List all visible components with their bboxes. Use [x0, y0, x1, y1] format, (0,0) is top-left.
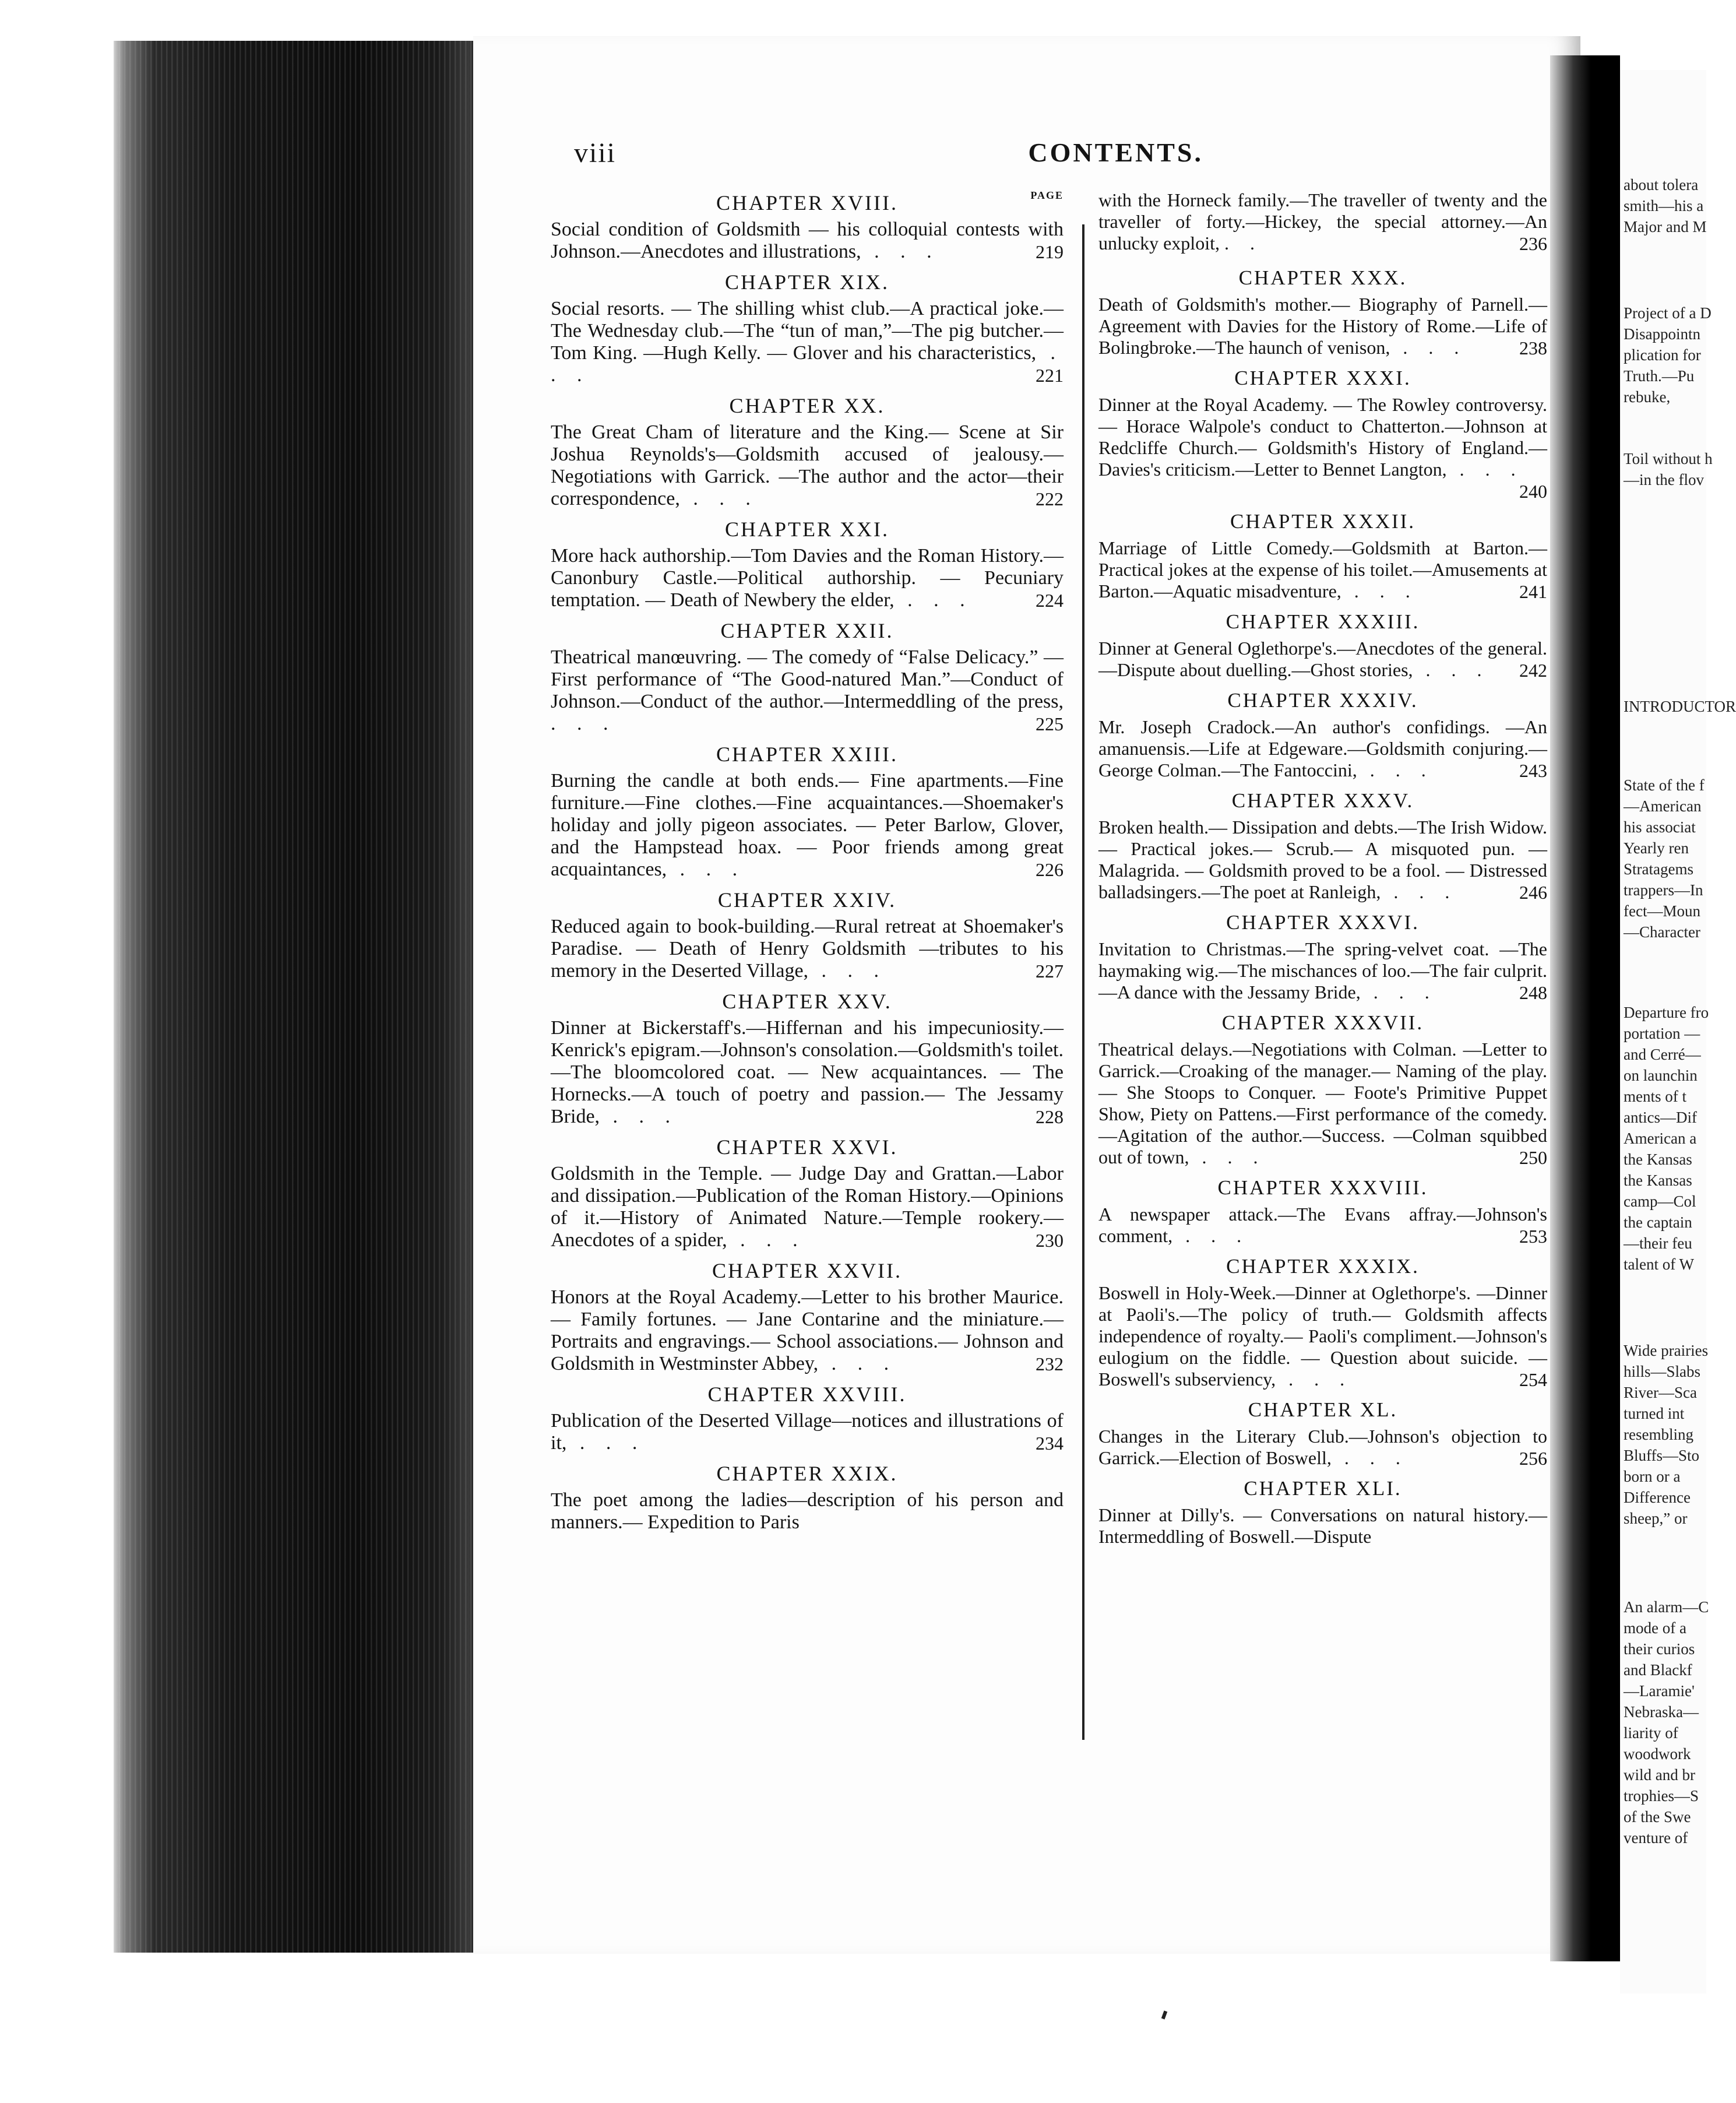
page-column-label: PAGE [1030, 189, 1064, 201]
chapter-summary [1098, 1426, 1547, 1469]
chapter-summary [551, 1489, 1064, 1534]
toc-entry-text: Death of Goldsmith's mother.— Biography of Parnell.—Agreement with Davies for the History of Rome.—Life of Bolingbroke.—The haunch of venison, [1098, 294, 1547, 358]
chapter-summary [1098, 1204, 1547, 1247]
toc-page-number: 227 [1036, 961, 1064, 982]
next-page-line: Yearly ren [1624, 839, 1689, 857]
toc-entry-text: Boswell in Holy-Week.—Dinner at Oglethorpe's. —Dinner at Paoli's.—The policy of truth.— Goldsmith affects independence of royalty.— Paoli's compliment.—Johnson's eulogium on the fiddle. — Question about suicide. — Boswell's subserviency, [1098, 1282, 1547, 1390]
toc-entry [551, 887, 1064, 982]
next-page-line: plication for [1624, 346, 1701, 364]
toc-entry-text: Burning the candle at both ends.— Fine apartments.—Fine furniture.—Fine clothes.—Fine acquaintances.—Shoemaker's holiday and jolly pigeon associates. — Peter Barlow, Glover, and the Hampstead hoax. — Poor friends among great acquaintances, [551, 770, 1064, 880]
toc-entry [551, 988, 1064, 1128]
chapter-summary [1098, 716, 1547, 782]
dot-leader: . . . [1331, 1447, 1408, 1468]
next-page-line: wild and br [1624, 1766, 1695, 1784]
toc-page-number: 254 [1519, 1369, 1547, 1390]
toc-entry [1098, 1397, 1547, 1469]
next-page-line: his associat [1624, 818, 1696, 836]
toc-entry [1098, 687, 1547, 782]
toc-entry-text: Social condition of Goldsmith — his colloquial contests with Johnson.—Anecdotes and illustrations, [551, 219, 1064, 262]
chapter-heading: CHAPTER XVIII. [716, 191, 898, 214]
toc-page-number: 241 [1519, 581, 1547, 602]
dot-leader: . . . [600, 1106, 679, 1127]
toc-page-number: 248 [1519, 982, 1547, 1003]
toc-entry-text: Goldsmith in the Temple. — Judge Day and Grattan.—Labor and dissipation.—Publication of the Roman History.—Opinions of it.—History of Animated Nature.—Temple rookery.— Anecdotes of a spider, [551, 1163, 1064, 1251]
toc-entry [551, 516, 1064, 611]
next-page-line: trophies—S [1624, 1787, 1699, 1805]
chapter-summary [551, 770, 1064, 881]
toc-entry [551, 741, 1064, 881]
toc-entry [1098, 265, 1547, 359]
toc-page-number: 253 [1519, 1226, 1547, 1247]
toc-entry-text: Theatrical delays.—Negotiations with Colman. —Letter to Garrick.—Croaking of the manager.— Naming of the play.— She Stoops to Conquer. — Foote's Primitive Puppet Show, Piety on Pattens.—First performance of the comedy.—Agitation of the author.—Success. —Colman squibbed out of town, [1098, 1039, 1547, 1167]
chapter-summary [1098, 1039, 1547, 1169]
toc-entry-text: with the Horneck family.—The traveller of twenty and the traveller of forty.—Hickey, the special attorney.—An unlucky exploit, [1098, 189, 1547, 254]
chapter-heading: CHAPTER XXXVII. [1221, 1011, 1424, 1034]
toc-page-number: 236 [1519, 233, 1547, 254]
chapter-heading: CHAPTER XX. [729, 394, 885, 417]
chapter-summary [551, 916, 1064, 982]
toc-page-number: 234 [1036, 1433, 1064, 1454]
chapter-heading: CHAPTER XXXIV. [1227, 689, 1418, 712]
toc-entry [551, 269, 1064, 386]
chapter-summary [551, 1163, 1064, 1251]
toc-entry-text: Broken health.— Dissipation and debts.—The Irish Widow.— Practical jokes.— Scrub.— A misquoted pun. — Malagrida. — Goldsmith proved to be a fool. — Distressed balladsingers.—The poet at Ranleigh, [1098, 817, 1547, 902]
toc-page-number: 240 [1519, 481, 1547, 502]
next-page-line: talent of W [1624, 1256, 1694, 1273]
chapter-heading: CHAPTER XIX. [724, 270, 889, 294]
chapter-heading: CHAPTER XXXI. [1234, 367, 1411, 389]
left-column [551, 189, 1064, 1539]
chapter-heading: CHAPTER XXV. [722, 990, 892, 1013]
chapter-heading: CHAPTER XLI. [1244, 1477, 1402, 1500]
toc-page-number: 224 [1036, 590, 1064, 611]
page-number: viii [574, 138, 617, 168]
next-page-line: turned int [1624, 1405, 1685, 1422]
right-column [1098, 189, 1547, 1553]
chapter-summary [551, 545, 1064, 611]
next-page-line: Bluffs—Sto [1624, 1447, 1700, 1464]
chapter-heading: CHAPTER XXXII. [1230, 510, 1416, 533]
dot-leader: . . . [894, 589, 973, 611]
toc-page-number: 238 [1519, 337, 1547, 358]
next-page-line: about tolera [1624, 176, 1699, 194]
chapter-heading: CHAPTER XXIX. [716, 1462, 898, 1485]
dot-leader: . . . [861, 241, 940, 262]
next-page-line: woodwork [1624, 1745, 1691, 1763]
dot-leader: . . . [808, 960, 888, 982]
chapter-heading: CHAPTER XL. [1248, 1398, 1398, 1421]
toc-page-number: 232 [1036, 1353, 1064, 1374]
toc-entry-text: Dinner at Dilly's. — Conversations on natural history.—Intermeddling of Boswell.—Dispute [1098, 1504, 1547, 1547]
toc-page-number: 226 [1036, 859, 1064, 880]
chapter-heading: CHAPTER XXXIII. [1226, 610, 1420, 633]
next-page-line: born or a [1624, 1468, 1681, 1485]
chapter-summary [551, 219, 1064, 263]
chapter-summary [1098, 1282, 1547, 1391]
toc-entry [1098, 609, 1547, 681]
dot-leader: . . . [1360, 982, 1438, 1003]
next-page-line: Major and M [1624, 218, 1707, 235]
next-page-line: portation — [1624, 1025, 1700, 1042]
toc-entry-text: A newspaper attack.—The Evans affray.—Johnson's comment, [1098, 1204, 1547, 1246]
toc-page-number: 222 [1036, 488, 1064, 509]
next-page-line: —Character [1624, 923, 1700, 941]
chapter-heading: CHAPTER XXXVI. [1226, 911, 1420, 934]
next-page-line: River—Sca [1624, 1384, 1697, 1401]
next-page-line: American a [1624, 1130, 1697, 1147]
chapter-heading: CHAPTER XXII. [720, 619, 894, 642]
toc-entry [551, 392, 1064, 510]
next-page-line: Project of a D [1624, 304, 1712, 322]
next-page-line: —Laramie' [1624, 1682, 1695, 1700]
toc-entry-text: Dinner at the Royal Academy. — The Rowley controversy. — Horace Walpole's conduct to Chatterton.—Johnson at Redcliffe Church.— Goldsmith's History of England.—Davies's criticism.—Letter to Bennet Langton, [1098, 394, 1547, 480]
toc-page-number: 219 [1036, 241, 1064, 262]
dot-leader: . . . [1276, 1369, 1353, 1390]
dot-leader: . . . [679, 488, 759, 509]
next-page-line: Departure fro [1624, 1004, 1709, 1021]
next-page-line: Toil without h [1624, 450, 1713, 467]
toc-page-number: 242 [1519, 660, 1547, 681]
toc-entry [551, 617, 1064, 735]
chapter-summary [1098, 817, 1547, 903]
page-header [574, 137, 1203, 184]
chapter-summary [1098, 537, 1547, 603]
next-page-line: —American [1624, 797, 1702, 815]
chapter-summary [551, 1410, 1064, 1454]
next-page-line: camp—Col [1624, 1193, 1696, 1210]
toc-entry-text: Honors at the Royal Academy.—Letter to his brother Maurice. — Family fortunes. — Jane Contarine and the miniature.—Portraits and engravings.— School associations.— Johnson and Goldsmith in Westminster Abbey, [551, 1286, 1064, 1374]
dot-leader: . . . [818, 1353, 897, 1374]
next-page-line: resembling [1624, 1426, 1693, 1443]
next-page-line: Disappointn [1624, 325, 1700, 343]
toc-entry-text: Theatrical manœuvring. — The comedy of “False Delicacy.” — First performance of “The Good-natured Man.”—Conduct of Johnson.—Conduct of the author.—Intermeddling of the press, [551, 646, 1064, 712]
next-page-line: Truth.—Pu [1624, 367, 1695, 385]
next-page-line: the Kansas [1624, 1172, 1692, 1189]
toc-entry-text: Mr. Joseph Cradock.—An author's confidings. —An amanuensis.—Life at Edgeware.—Goldsmith conjuring.—George Colman.—The Fantoccini, [1098, 716, 1547, 780]
dot-leader: . . . [1172, 1225, 1250, 1246]
next-page-line: Wide prairies [1624, 1342, 1709, 1359]
toc-entry-text: Publication of the Deserted Village—notices and illustrations of it, [551, 1410, 1064, 1454]
dot-leader: . . . [667, 859, 746, 880]
next-page-line: INTRODUCTOR [1624, 698, 1736, 715]
chapter-summary [1098, 1504, 1547, 1548]
chapter-summary [1098, 294, 1547, 359]
next-page-line: Stratagems [1624, 860, 1693, 878]
chapter-heading: CHAPTER XXX. [1238, 266, 1407, 289]
next-page-line: rebuke, [1624, 388, 1671, 406]
toc-page-number: 256 [1519, 1448, 1547, 1469]
next-page-line: liarity of [1624, 1724, 1678, 1742]
toc-entry [551, 1381, 1064, 1454]
chapter-heading: CHAPTER XXXV. [1231, 789, 1414, 812]
chapter-heading: CHAPTER XXI. [724, 518, 889, 541]
next-page-line: and Cerré— [1624, 1046, 1701, 1063]
toc-entry-text: More hack authorship.—Tom Davies and the Roman History.—Canonbury Castle.—Political authorship. — Pecuniary temptation. — Death of Newbery the elder, [551, 545, 1064, 611]
next-page-fragment [1620, 70, 1736, 1993]
toc-entry [1098, 1475, 1547, 1548]
chapter-heading: CHAPTER XXVI. [716, 1135, 898, 1159]
toc-entry-text: Invitation to Christmas.—The spring-velvet coat. —The haymaking wig.—The mischances of loo.—The fair culprit.—A dance with the Jessamy Bride, [1098, 938, 1547, 1003]
toc-entry-text: Social resorts. — The shilling whist club.—A practical joke.—The Wednesday club.—The “tun of man,”—The pig butcher.—Tom King. —Hugh Kelly. — Glover and his characteristics, [551, 298, 1064, 364]
toc-entry [551, 1460, 1064, 1534]
toc-entry-text: Reduced again to book-building.—Rural retreat at Shoemaker's Paradise. — Death of Henry Goldsmith —tributes to his memory in the Deserted Village, [551, 916, 1064, 982]
toc-entry [1098, 909, 1547, 1004]
dot-leader: . . . [551, 713, 617, 734]
chapter-summary [1098, 394, 1547, 502]
toc-page-number: 230 [1036, 1230, 1064, 1251]
next-page-line: An alarm—C [1624, 1598, 1709, 1616]
next-page-line: trappers—In [1624, 881, 1703, 899]
dot-leader: . . . [1357, 759, 1434, 780]
dot-leader: . . . [566, 1432, 646, 1454]
dot-leader: . . . [1413, 659, 1490, 680]
next-page-line: antics—Dif [1624, 1109, 1697, 1126]
next-page-line: the Kansas [1624, 1151, 1692, 1168]
toc-entry-text: The Great Cham of literature and the King.— Scene at Sir Joshua Reynolds's—Goldsmith accused of jealousy.—Negotiations with Garrick. —The author and the actor—their correspondence, [551, 421, 1064, 509]
next-page-line: their curios [1624, 1640, 1695, 1658]
speck [1161, 2010, 1167, 2019]
chapter-summary [551, 421, 1064, 510]
toc-entry [551, 1257, 1064, 1375]
toc-entry [1098, 508, 1547, 603]
chapter-summary [1098, 638, 1547, 681]
dot-leader: . . . [1381, 881, 1458, 902]
toc-entry [1098, 1174, 1547, 1247]
dot-leader: . . . [551, 342, 1064, 386]
chapter-summary [551, 1017, 1064, 1128]
toc-page-number: 250 [1519, 1147, 1547, 1168]
chapter-summary [1098, 938, 1547, 1004]
next-page-line: smith—his a [1624, 197, 1704, 214]
toc-entry [1098, 1010, 1547, 1169]
toc-entry-text: Dinner at Bickerstaff's.—Hiffernan and his impecuniosity.—Kenrick's epigram.—Johnson's consolation.—Goldsmith's toilet.—The bloomcolored coat. — New acquaintances. — The Hornecks.—A touch of poetry and passion.— The Jessamy Bride, [551, 1017, 1064, 1127]
dot-leader: . . . [1341, 581, 1418, 602]
chapter-heading: CHAPTER XXVIII. [707, 1383, 907, 1406]
next-page-line: ments of t [1624, 1088, 1686, 1105]
chapter-heading: CHAPTER XXVII. [712, 1259, 902, 1282]
chapter-summary [551, 298, 1064, 386]
toc-entry-text: Changes in the Literary Club.—Johnson's objection to Garrick.—Election of Boswell, [1098, 1426, 1547, 1468]
toc-entry [551, 189, 1064, 263]
chapter-heading: CHAPTER XXIV. [717, 888, 897, 912]
toc-entry [1098, 787, 1547, 903]
toc-page-number: 221 [1036, 365, 1064, 386]
toc-continuation: with the Horneck family.—The traveller of twenty and the traveller of forty.—Hickey, the special attorney.—An unlucky exploit, . . 236 [1098, 189, 1547, 254]
next-page-line: Nebraska— [1624, 1703, 1699, 1721]
toc-page-number: 246 [1519, 882, 1547, 903]
dot-leader: . . . [727, 1229, 806, 1251]
toc-entry [551, 1134, 1064, 1251]
dot-leader: . . . [1390, 337, 1467, 358]
book-edge [114, 41, 478, 1953]
toc-entry [1098, 365, 1547, 502]
toc-entry-text: The poet among the ladies—description of his person and manners.— Expedition to Paris [551, 1489, 1064, 1533]
chapter-heading: CHAPTER XXIII. [716, 743, 898, 766]
page-title: CONTENTS. [1028, 138, 1203, 167]
next-page-line: —in the flov [1624, 471, 1704, 488]
next-page-line: fect—Moun [1624, 902, 1700, 920]
toc-page-number: 243 [1519, 760, 1547, 781]
toc-entry-text: Dinner at General Oglethorpe's.—Anecdotes of the general.—Dispute about duelling.—Ghost stories, [1098, 638, 1547, 680]
dot-leader: . . . [1446, 459, 1524, 480]
chapter-summary [551, 646, 1064, 735]
toc-entry-text: Marriage of Little Comedy.—Goldsmith at Barton.—Practical jokes at the expense of his toilet.—Amusements at Barton.—Aquatic misadventure, [1098, 537, 1547, 602]
next-page-line: and Blackf [1624, 1661, 1692, 1679]
next-page-line: the captain [1624, 1214, 1692, 1231]
next-page-line: State of the f [1624, 776, 1705, 794]
book-gutter [1550, 55, 1620, 1961]
chapter-summary [551, 1286, 1064, 1375]
toc-page-number: 228 [1036, 1106, 1064, 1127]
chapter-heading: CHAPTER XXXVIII. [1217, 1176, 1428, 1199]
column-divider [1082, 224, 1084, 1740]
chapter-heading: CHAPTER XXXIX. [1226, 1255, 1420, 1278]
toc-entry [1098, 1253, 1547, 1391]
next-page-line: Difference [1624, 1489, 1691, 1506]
toc-page-number: 225 [1036, 713, 1064, 734]
dot-leader: . . . [1189, 1147, 1266, 1167]
next-page-line: of the Swe [1624, 1808, 1691, 1826]
next-page-line: on launchin [1624, 1067, 1698, 1084]
next-page-line: mode of a [1624, 1619, 1686, 1637]
next-page-line: —their feu [1624, 1235, 1692, 1252]
next-page-line: venture of [1624, 1829, 1688, 1847]
next-page-line: sheep,” or [1624, 1510, 1688, 1527]
next-page-line: hills—Slabs [1624, 1363, 1701, 1380]
